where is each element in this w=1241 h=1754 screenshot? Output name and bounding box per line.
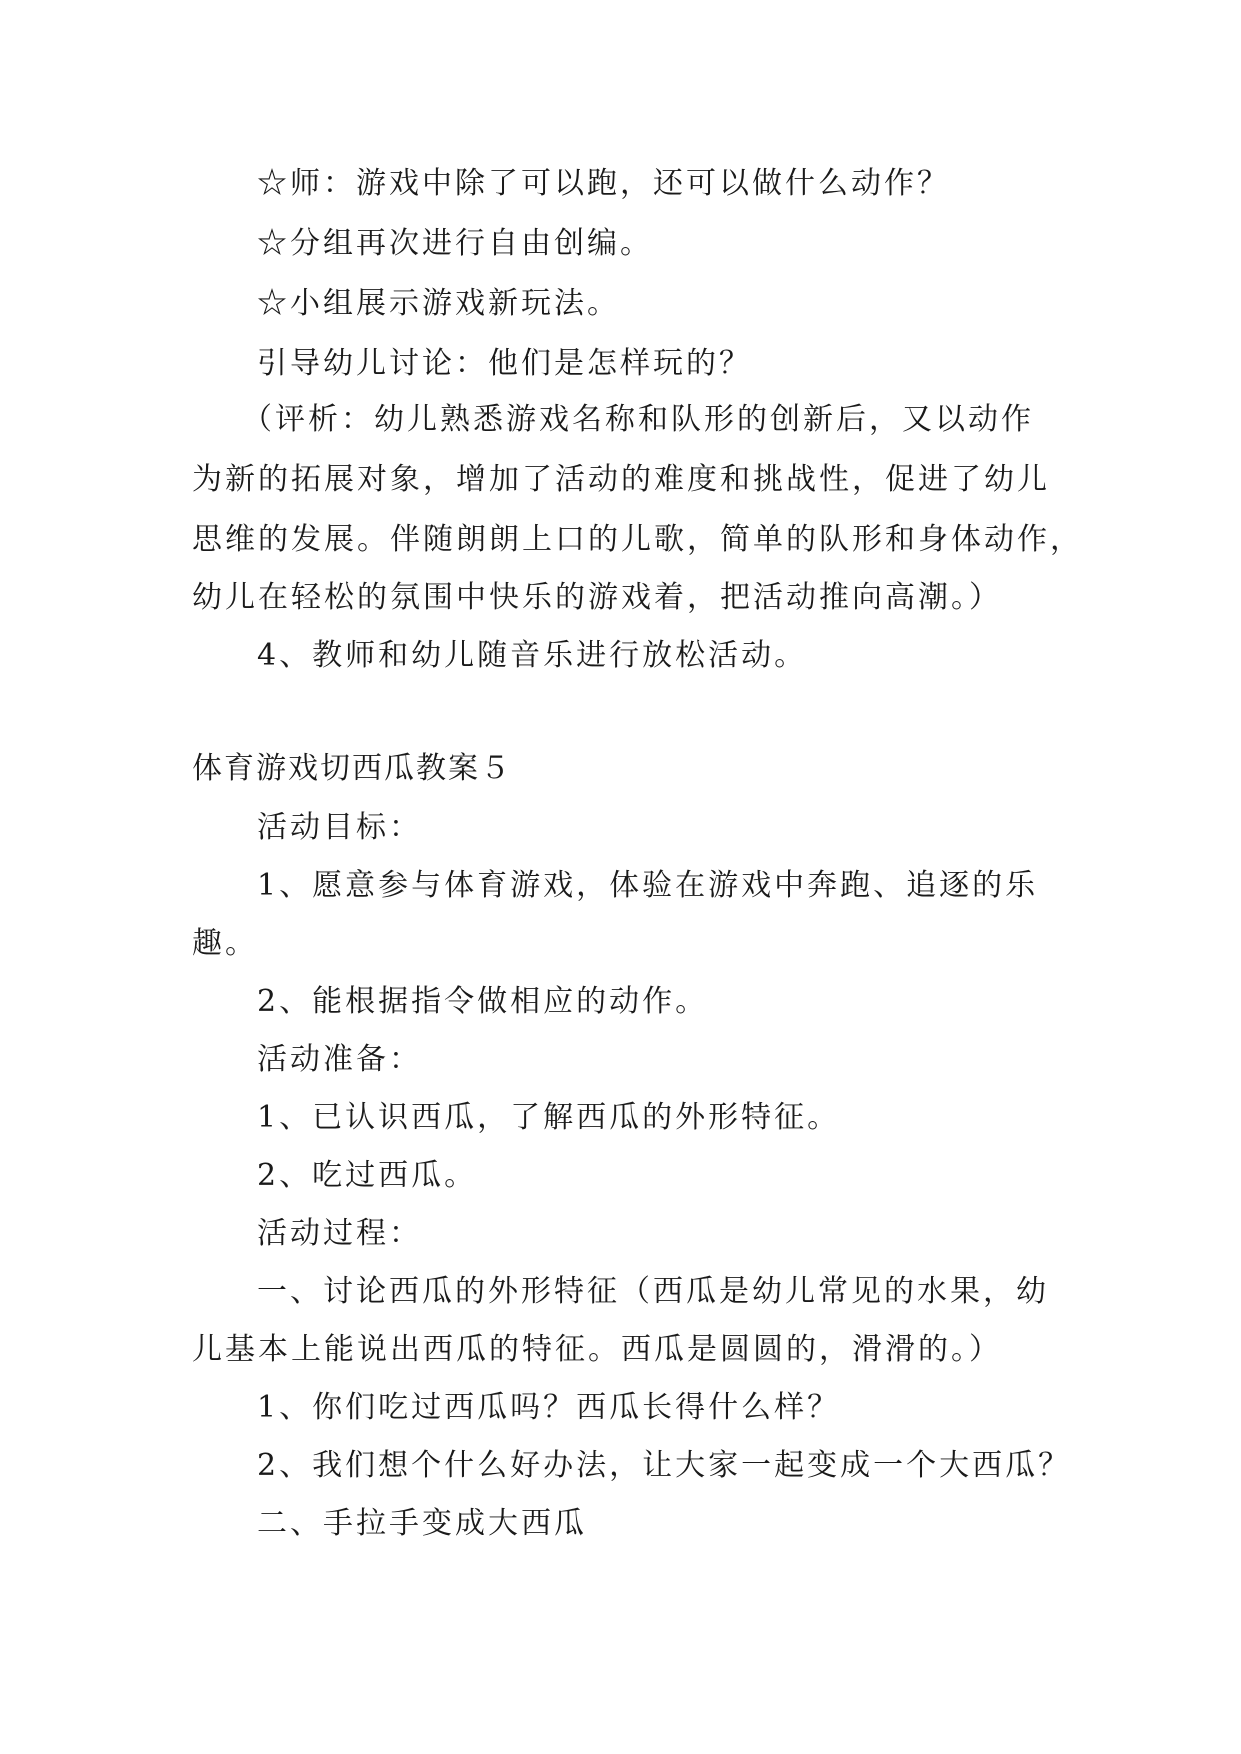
paragraph-line: 幼儿在轻松的氛围中快乐的游戏着，把活动推向高潮。）	[192, 580, 1002, 615]
paragraph-line: 活动准备：	[257, 1042, 422, 1077]
paragraph-line: 2、能根据指令做相应的动作。	[257, 984, 709, 1019]
paragraph-line: 1、已认识西瓜，了解西瓜的外形特征。	[257, 1100, 841, 1135]
paragraph-line: 2、我们想个什么好办法，让大家一起变成一个大西瓜？	[257, 1448, 1072, 1483]
paragraph-line: 儿基本上能说出西瓜的特征。西瓜是圆圆的，滑滑的。）	[192, 1332, 1002, 1367]
paragraph-line: 思维的发展。伴随朗朗上口的儿歌，简单的队形和身体动作，	[192, 522, 1083, 557]
section-heading: 体育游戏切西瓜教案５	[192, 751, 512, 786]
paragraph-line: ☆小组展示游戏新玩法。	[257, 286, 620, 321]
paragraph-line: 趣。	[192, 926, 258, 961]
paragraph-line: 一、讨论西瓜的外形特征（西瓜是幼儿常见的水果，幼	[257, 1274, 1049, 1309]
paragraph-line: 活动目标：	[257, 810, 422, 845]
paragraph-line: （评析：幼儿熟悉游戏名称和队形的创新后，又以动作	[242, 402, 1034, 437]
paragraph-line: 二、手拉手变成大西瓜	[257, 1506, 587, 1541]
paragraph-line: ☆分组再次进行自由创编。	[257, 226, 653, 261]
paragraph-line: 引导幼儿讨论：他们是怎样玩的？	[257, 346, 752, 381]
paragraph-line: 活动过程：	[257, 1216, 422, 1251]
paragraph-line: 4、教师和幼儿随音乐进行放松活动。	[257, 638, 808, 673]
paragraph-line: 为新的拓展对象，增加了活动的难度和挑战性，促进了幼儿	[192, 462, 1050, 497]
paragraph-line: 2、吃过西瓜。	[257, 1158, 478, 1193]
paragraph-line: 1、你们吃过西瓜吗？西瓜长得什么样？	[257, 1390, 841, 1425]
paragraph-line: ☆师：游戏中除了可以跑，还可以做什么动作？	[257, 166, 950, 201]
paragraph-line: 1、愿意参与体育游戏，体验在游戏中奔跑、追逐的乐	[257, 868, 1039, 903]
